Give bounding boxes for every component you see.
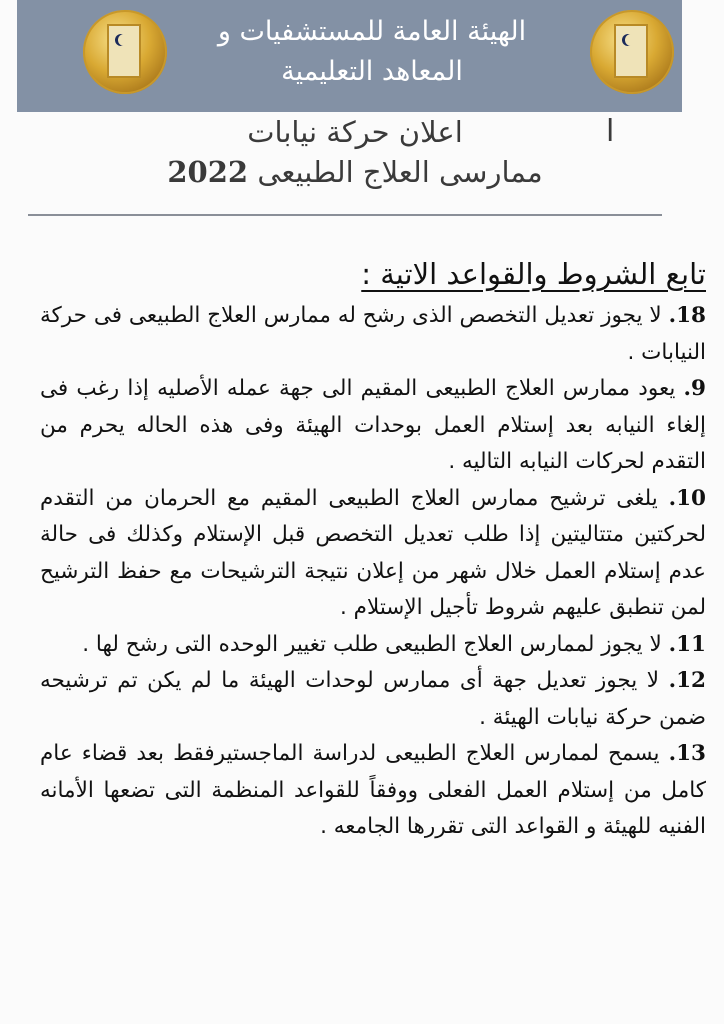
announcement-year: 2022 [167, 155, 249, 189]
item-text: لا يجوز تعديل جهة أى ممارس لوحدات الهيئة ما لم يكن تم ترشيحه ضمن حركة نيابات الهيئة . [40, 668, 706, 730]
item-text: يسمح لممارس العلاج الطبيعى لدراسة الماجستيرفقط بعد قضاء عام كامل من إستلام العمل الفعلى ووفقاً للقواعد المنظمة التى تضعها الأمانه الفنيه للهيئة و القواعد التى تقررها الجامعه . [40, 741, 706, 839]
item-number: 13. [668, 741, 706, 766]
condition-item [40, 627, 706, 664]
stray-mark: ا [606, 114, 615, 149]
condition-item [40, 663, 706, 736]
item-number: 10. [668, 485, 706, 511]
organization-seal-logo [83, 10, 167, 94]
organization-seal-logo [590, 10, 674, 94]
item-number: 18. [668, 303, 706, 328]
item-number: 9. [683, 376, 706, 401]
announcement-title-line2 [130, 152, 580, 192]
item-number: 11. [668, 631, 706, 657]
item-text: يعود ممارس العلاج الطبيعى المقيم الى جهة عمله الأصليه إذا رغب فى إلغاء النيابه بعد إستلام العمل بوحدات الهيئة وفى هذه الحاله يحرم من التقدم لحركات النيابه التاليه . [40, 376, 706, 474]
announcement-subject: ممارسى العلاج الطبيعى [257, 155, 543, 189]
condition-item [40, 298, 706, 371]
organization-name-line2: المعاهد التعليمية [281, 56, 463, 87]
organization-name [167, 12, 577, 92]
section-heading: تابع الشروط والقواعد الاتية : [361, 257, 706, 291]
announcement-title-line1: اعلان حركة نيابات [247, 115, 463, 149]
condition-item [40, 736, 706, 846]
item-text: لا يجوز تعديل التخصص الذى رشح له ممارس العلاج الطبيعى فى حركة النيابات . [40, 303, 706, 365]
divider [28, 214, 662, 216]
item-text: لا يجوز لممارس العلاج الطبيعى طلب تغيير الوحده التى رشح لها . [82, 631, 669, 657]
conditions-section [40, 252, 706, 846]
header-banner [17, 0, 682, 112]
condition-item [40, 481, 706, 627]
item-text: يلغى ترشيح ممارس العلاج الطبيعى المقيم مع الحرمان من التقدم لحركتين متتاليتين إذا طلب تعديل التخصص قبل الإستلام وكذلك فى حالة عدم إستلام العمل خلال شهر من إعلان نتيجة الترشيحات مع حفظ الترشيح لمن تنطبق عليهم شروط تأجيل الإستلام . [40, 485, 706, 620]
item-number: 12. [668, 668, 706, 693]
condition-item [40, 371, 706, 481]
announcement-title [130, 112, 580, 192]
organization-name-line1: الهيئة العامة للمستشفيات و [217, 16, 527, 47]
